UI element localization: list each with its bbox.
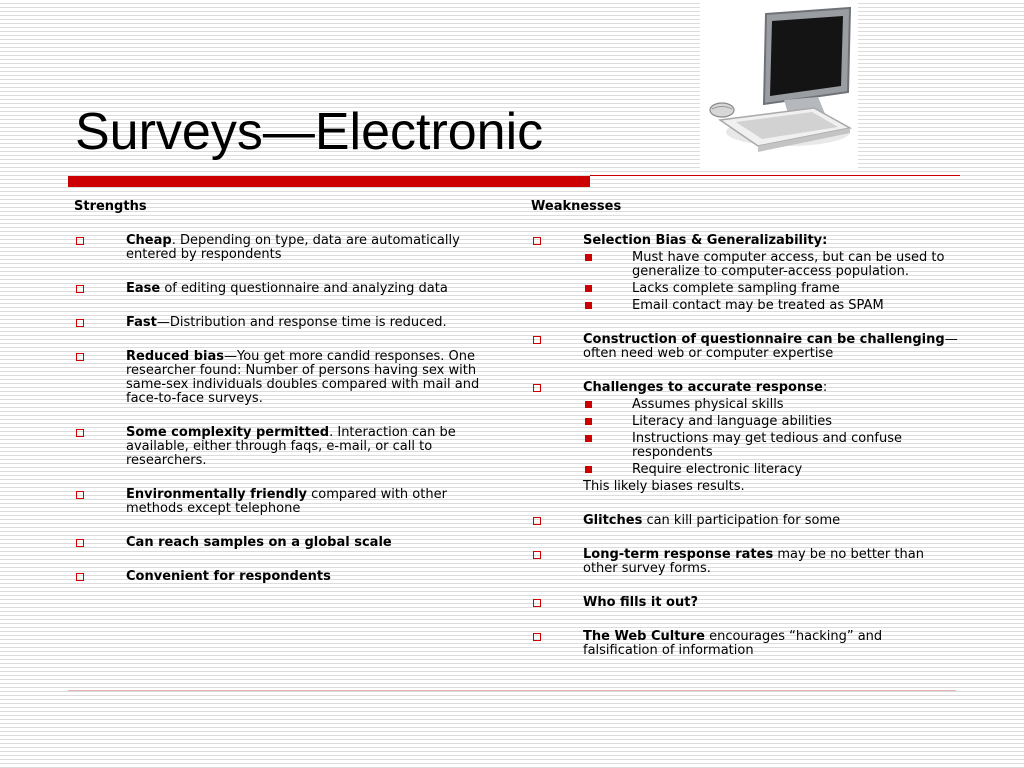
hollow-bullet-icon: [533, 517, 541, 525]
strength-item: Environmentally friendly compared with other methods except telephone: [74, 488, 504, 516]
weakness-item: Who fills it out?: [531, 596, 961, 610]
hollow-bullet-icon: [76, 573, 84, 581]
filled-bullet-icon: [585, 401, 592, 408]
weakness-item: Construction of questionnaire can be challenging—often need web or computer expertise: [531, 333, 961, 361]
sub-list: [583, 251, 961, 313]
sub-list: [583, 398, 961, 477]
filled-bullet-icon: [585, 285, 592, 292]
hollow-bullet-icon: [76, 285, 84, 293]
strengths-list: [74, 234, 504, 584]
hollow-bullet-icon: [533, 599, 541, 607]
strengths-heading: Strengths: [74, 199, 147, 214]
hollow-bullet-icon: [76, 319, 84, 327]
hollow-bullet-icon: [533, 237, 541, 245]
weakness-item: Long-term response rates may be no better than other survey forms.: [531, 548, 961, 576]
filled-bullet-icon: [585, 466, 592, 473]
hollow-bullet-icon: [533, 336, 541, 344]
hollow-bullet-icon: [533, 551, 541, 559]
strength-item: Convenient for respondents: [74, 570, 504, 584]
title-underline-line: [590, 175, 960, 176]
weaknesses-column: [531, 200, 961, 678]
weaknesses-heading: Weaknesses: [531, 199, 622, 214]
strength-item: Reduced bias—You get more candid responses. One researcher found: Number of persons having sex with same-sex individuals doubles compared with mail and face-to-face surveys.: [74, 350, 504, 406]
hollow-bullet-icon: [533, 633, 541, 641]
filled-bullet-icon: [585, 302, 592, 309]
sub-item: Require electronic literacy: [583, 463, 961, 477]
sub-item: Literacy and language abilities: [583, 415, 961, 429]
weakness-item: Challenges to accurate response: Assumes physical skills Literacy and language abilities Instructions may get tedious and confuse respondents Require electronic literacy This likely biases results.: [531, 381, 961, 494]
hollow-bullet-icon: [533, 384, 541, 392]
strength-item: Can reach samples on a global scale: [74, 536, 504, 550]
title-underline-bar: [68, 176, 590, 187]
hollow-bullet-icon: [76, 429, 84, 437]
sub-item: Assumes physical skills: [583, 398, 961, 412]
strength-item: Some complexity permitted. Interaction can be available, either through faqs, e-mail, or call to researchers.: [74, 426, 504, 468]
weaknesses-list: [531, 234, 961, 658]
weakness-item: The Web Culture encourages “hacking” and falsification of information: [531, 630, 961, 658]
hollow-bullet-icon: [76, 353, 84, 361]
strength-item: Ease of editing questionnaire and analyzing data: [74, 282, 504, 296]
weakness-item: Glitches can kill participation for some: [531, 514, 961, 528]
hollow-bullet-icon: [76, 539, 84, 547]
hollow-bullet-icon: [76, 237, 84, 245]
weakness-item: Selection Bias & Generalizability: Must have computer access, but can be used to generalize to computer-access population. Lacks complete sampling frame Email contact may be treated as SPAM: [531, 234, 961, 313]
footer-divider: [68, 690, 956, 691]
sub-item: Instructions may get tedious and confuse respondents: [583, 432, 961, 460]
strength-item: Cheap. Depending on type, data are automatically entered by respondents: [74, 234, 504, 262]
computer-icon: [700, 0, 858, 168]
strengths-column: [74, 200, 504, 604]
hollow-bullet-icon: [76, 491, 84, 499]
strength-item: Fast—Distribution and response time is reduced.: [74, 316, 504, 330]
filled-bullet-icon: [585, 254, 592, 261]
filled-bullet-icon: [585, 435, 592, 442]
sub-item: Email contact may be treated as SPAM: [583, 299, 961, 313]
sub-item: Lacks complete sampling frame: [583, 282, 961, 296]
note-text: This likely biases results.: [583, 479, 745, 494]
filled-bullet-icon: [585, 418, 592, 425]
sub-item: Must have computer access, but can be used to generalize to computer-access population.: [583, 251, 961, 279]
slide-title: Surveys—Electronic: [75, 103, 544, 161]
